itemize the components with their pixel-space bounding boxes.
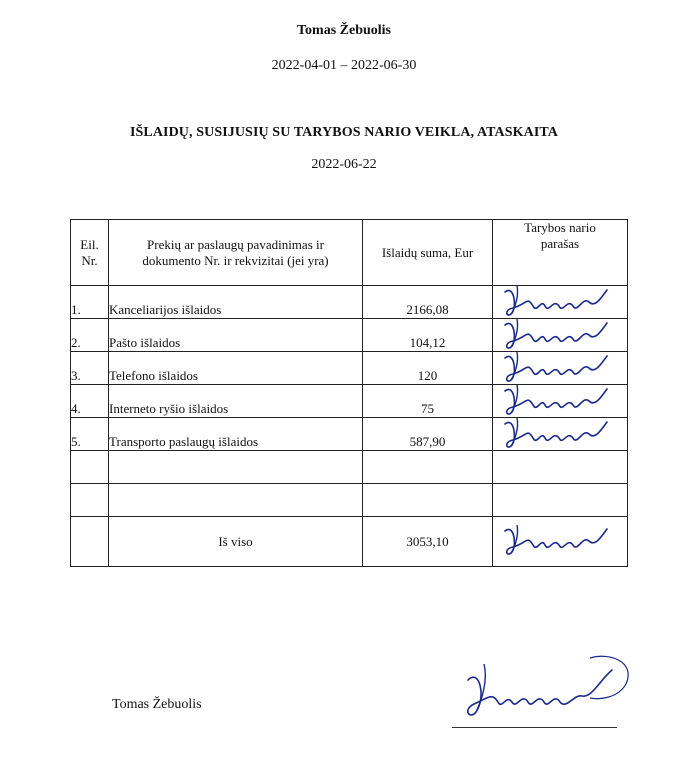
table-total-row — [71, 517, 628, 567]
total-label: Iš viso — [109, 517, 363, 567]
author-name: Tomas Žebuolis — [296, 23, 391, 38]
signature-line — [452, 727, 617, 728]
row-expense-name: Kanceliarijos išlaidos — [109, 286, 363, 319]
row-number: 5. — [71, 418, 109, 451]
document-date: 2022-06-22 — [311, 157, 377, 172]
row-expense-name: Transporto paslaugų išlaidos — [109, 418, 363, 451]
row-amount: 587,90 — [363, 418, 493, 451]
column-header-signature — [493, 220, 628, 286]
row-number: 3. — [71, 352, 109, 385]
row-number: 2. — [71, 319, 109, 352]
handwritten-signature — [497, 519, 617, 559]
column-header-name-line1: Prekių ar paslaugų pavadinimas ir — [147, 236, 324, 252]
table-header-row — [71, 220, 628, 286]
row-expense-name: Telefono išlaidos — [109, 352, 363, 385]
column-header-nr — [71, 220, 109, 286]
footer-name: Tomas Žebuolis — [112, 697, 202, 712]
footer-handwritten-signature — [440, 640, 640, 730]
report-period: 2022-04-01 – 2022-06-30 — [271, 58, 417, 73]
row-number: 1. — [71, 286, 109, 319]
handwritten-signature — [497, 412, 617, 452]
column-header-signature-line1: Tarybos nario — [524, 220, 596, 235]
column-header-name — [109, 220, 363, 286]
column-header-nr-line2: Nr. — [81, 252, 98, 268]
expense-table — [70, 219, 628, 567]
column-header-nr-line1: Eil. — [80, 236, 99, 252]
table-row-empty — [71, 484, 628, 517]
row-amount: 75 — [363, 385, 493, 418]
row-amount: 104,12 — [363, 319, 493, 352]
row-expense-name: Interneto ryšio išlaidos — [109, 385, 363, 418]
total-signature-cell — [493, 517, 628, 567]
row-amount: 120 — [363, 352, 493, 385]
total-amount: 3053,10 — [363, 517, 493, 567]
row-signature-cell — [493, 418, 628, 451]
column-header-name-line2: dokumento Nr. ir rekvizitai (jei yra) — [142, 252, 329, 268]
table-row — [71, 418, 628, 451]
row-number: 4. — [71, 385, 109, 418]
table-row-empty — [71, 451, 628, 484]
column-header-amount: Išlaidų suma, Eur — [363, 220, 493, 286]
row-expense-name: Pašto išlaidos — [109, 319, 363, 352]
document-title: IŠLAIDŲ, SUSIJUSIŲ SU TARYBOS NARIO VEIKLA, ATASKAITA — [129, 125, 559, 140]
column-header-signature-line2: parašas — [540, 236, 580, 251]
row-amount: 2166,08 — [363, 286, 493, 319]
